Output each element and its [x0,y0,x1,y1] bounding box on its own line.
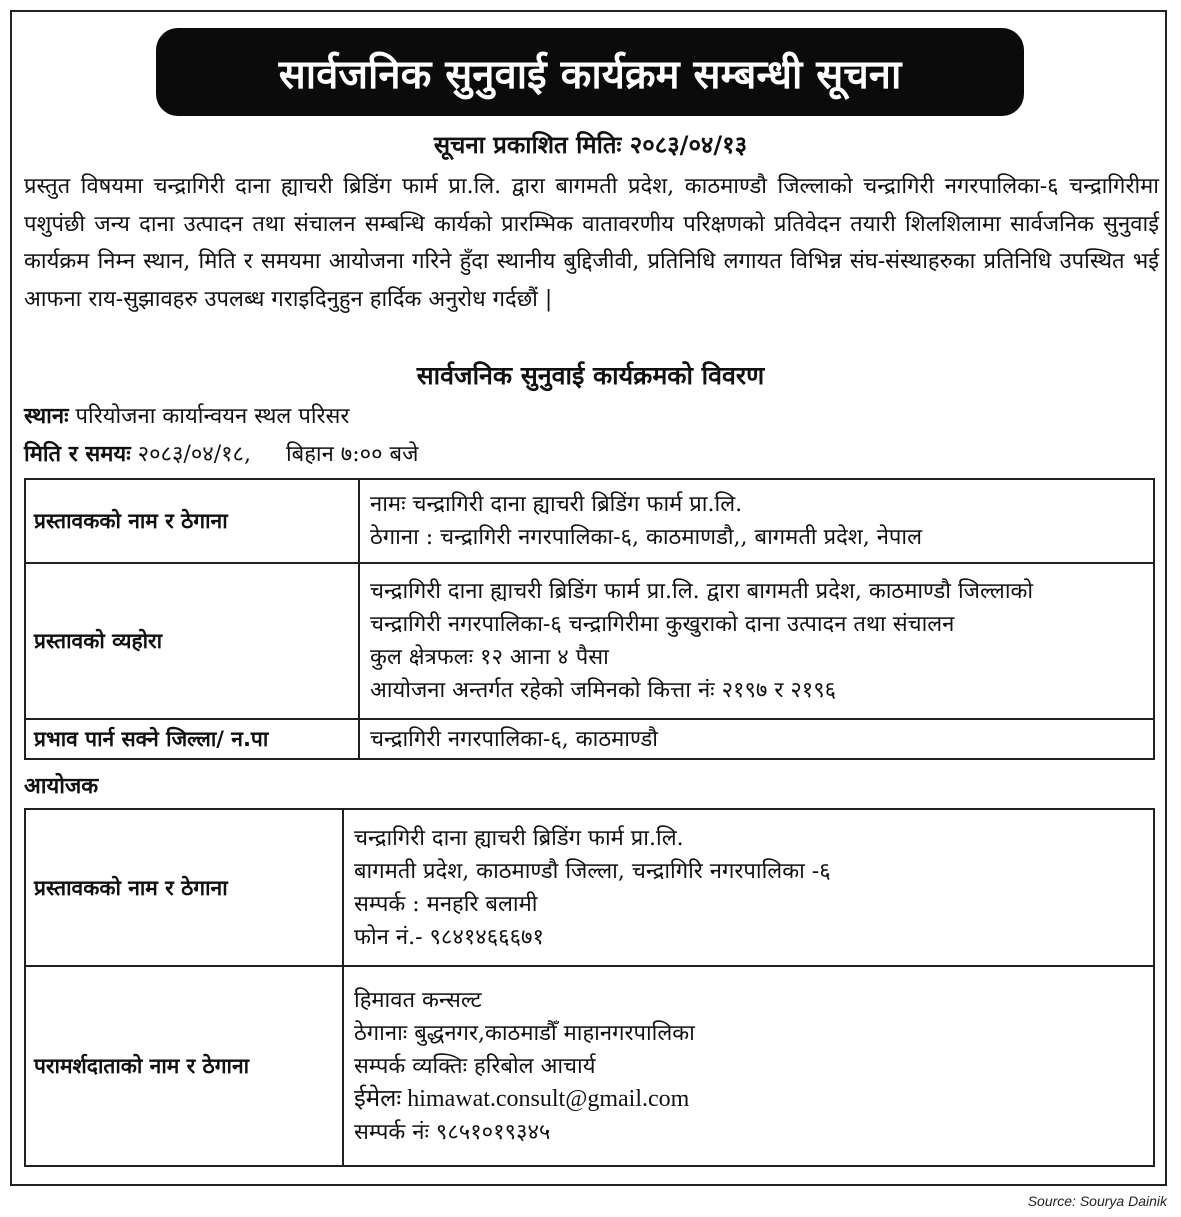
table-row [25,809,1154,966]
detail-line: चन्द्रागिरी दाना ह्याचरी ब्रिडिंग फार्म प्रा.लि. द्वारा बागमती प्रदेश, काठमाण्डौ जिल्लाको [370,579,1034,604]
detail-line: चन्द्रागिरी नगरपालिका-६ चन्द्रागिरीमा कुखुराको दाना उत्पादन तथा संचालन [370,612,955,637]
detail-line: नामः चन्द्रागिरी दाना ह्याचरी ब्रिडिंग फार्म प्रा.लि. [370,492,743,517]
proposer-details [359,479,1154,563]
proposal-subject-details [359,563,1154,719]
notice-title: सार्वजनिक सुनुवाई कार्यक्रम सम्बन्धी सूचना [156,28,1024,116]
affected-area-label: प्रभाव पार्न सक्ने जिल्ला/ न.पा [25,719,359,759]
detail-line: चन्द्रागिरी दाना ह्याचरी ब्रिडिंग फार्म प्रा.लि. [354,825,684,851]
published-date: सूचना प्रकाशित मितिः २०८३/०४/१३ [433,131,748,159]
program-details-heading: सार्वजनिक सुनुवाई कार्यक्रमको विवरण [416,361,765,390]
location-value: परियोजना कार्यान्वयन स्थल परिसर [75,404,350,429]
proposal-subject-label: प्रस्तावको व्यहोरा [25,563,359,719]
program-date: २०८३/०४/१८, [137,442,251,467]
organizer-proposer-label: प्रस्तावकको नाम र ठेगाना [25,809,343,966]
table-row [25,479,1154,563]
organizer-proposer-details [343,809,1154,966]
detail-line: फोन नं.- ९८४१४६६६७१ [354,924,544,950]
organizer-table [24,808,1155,1167]
consultant-label: परामर्शदाताको नाम र ठेगाना [25,966,343,1166]
detail-line: ठेगानाः बुद्धनगर,काठमाडौँ माहानगरपालिका [354,1020,695,1046]
table-row [25,563,1154,719]
body-paragraph: प्रस्तुत विषयमा चन्द्रागिरी दाना ह्याचरी ब्रिडिंग फार्म प्रा.लि. द्वारा बागमती प्रदेश, काठमाण्डौ जिल्लाको चन्द्रागिरी नगरपालिका-६ चन्द्रागिरीमा पशुपंछी जन्य दाना उत्पादन तथा संचालन सम्बन्धि कार्यको प्रारम्भिक वातावरणीय परिक्षणको प्रतिवेदन तयारी शिलशिलामा सार्वजनिक सुनुवाई कार्यक्रम निम्न स्थान, मिति र समयमा आयोजना गरिने हुँदा स्थानीय बुद्दिजीवी, प्रतिनिधि लगायत विभिन्न संघ-संस्थाहरुका प्रतिनिधि उपस्थित भई आफना राय-सुझावहरु उपलब्ध गराइदिनुहुन हार्दिक अनुरोध गर्दछौं | [24,174,1159,312]
table-row [25,966,1154,1166]
source-credit: Source: Sourya Dainik [1027,1193,1167,1209]
detail-line: हिमावत कन्सल्ट [354,987,482,1013]
detail-line: सम्पर्क : मनहरि बलामी [354,891,538,917]
affected-area-details [359,719,1154,759]
datetime-line [24,438,418,468]
location-label: स्थानः [24,404,69,429]
detail-line: सम्पर्क नंः ९८५१०१९३४५ [354,1119,551,1145]
detail-line: आयोजना अन्तर्गत रहेको जमिनको कित्ता नंः २१९७ र २१९६ [370,678,837,703]
proposer-label: प्रस्तावकको नाम र ठेगाना [25,479,359,563]
program-details-table [24,478,1155,760]
detail-line: कुल क्षेत्रफलः १२ आना ४ पैसा [370,645,609,670]
detail-line: सम्पर्क व्यक्तिः हरिबोल आचार्य [354,1053,596,1079]
detail-line: बागमती प्रदेश, काठमाण्डौ जिल्ला, चन्द्रागिरि नगरपालिका -६ [354,858,831,884]
program-time: बिहान ७:०० बजे [285,442,419,467]
detail-line: चन्द्रागिरी नगरपालिका-६, काठमाण्डौ [370,726,658,752]
organizer-heading: आयोजक [24,774,99,799]
table-row [25,719,1154,759]
detail-line: ठेगाना : चन्द्रागिरी नगरपालिका-६, काठमाणडौ,, बागमती प्रदेश, नेपाल [370,525,923,550]
location-line [24,400,349,430]
consultant-email: ईमेलः himawat.consult@gmail.com [354,1085,690,1112]
consultant-details [343,966,1154,1166]
datetime-label: मिति र समयः [24,442,131,467]
